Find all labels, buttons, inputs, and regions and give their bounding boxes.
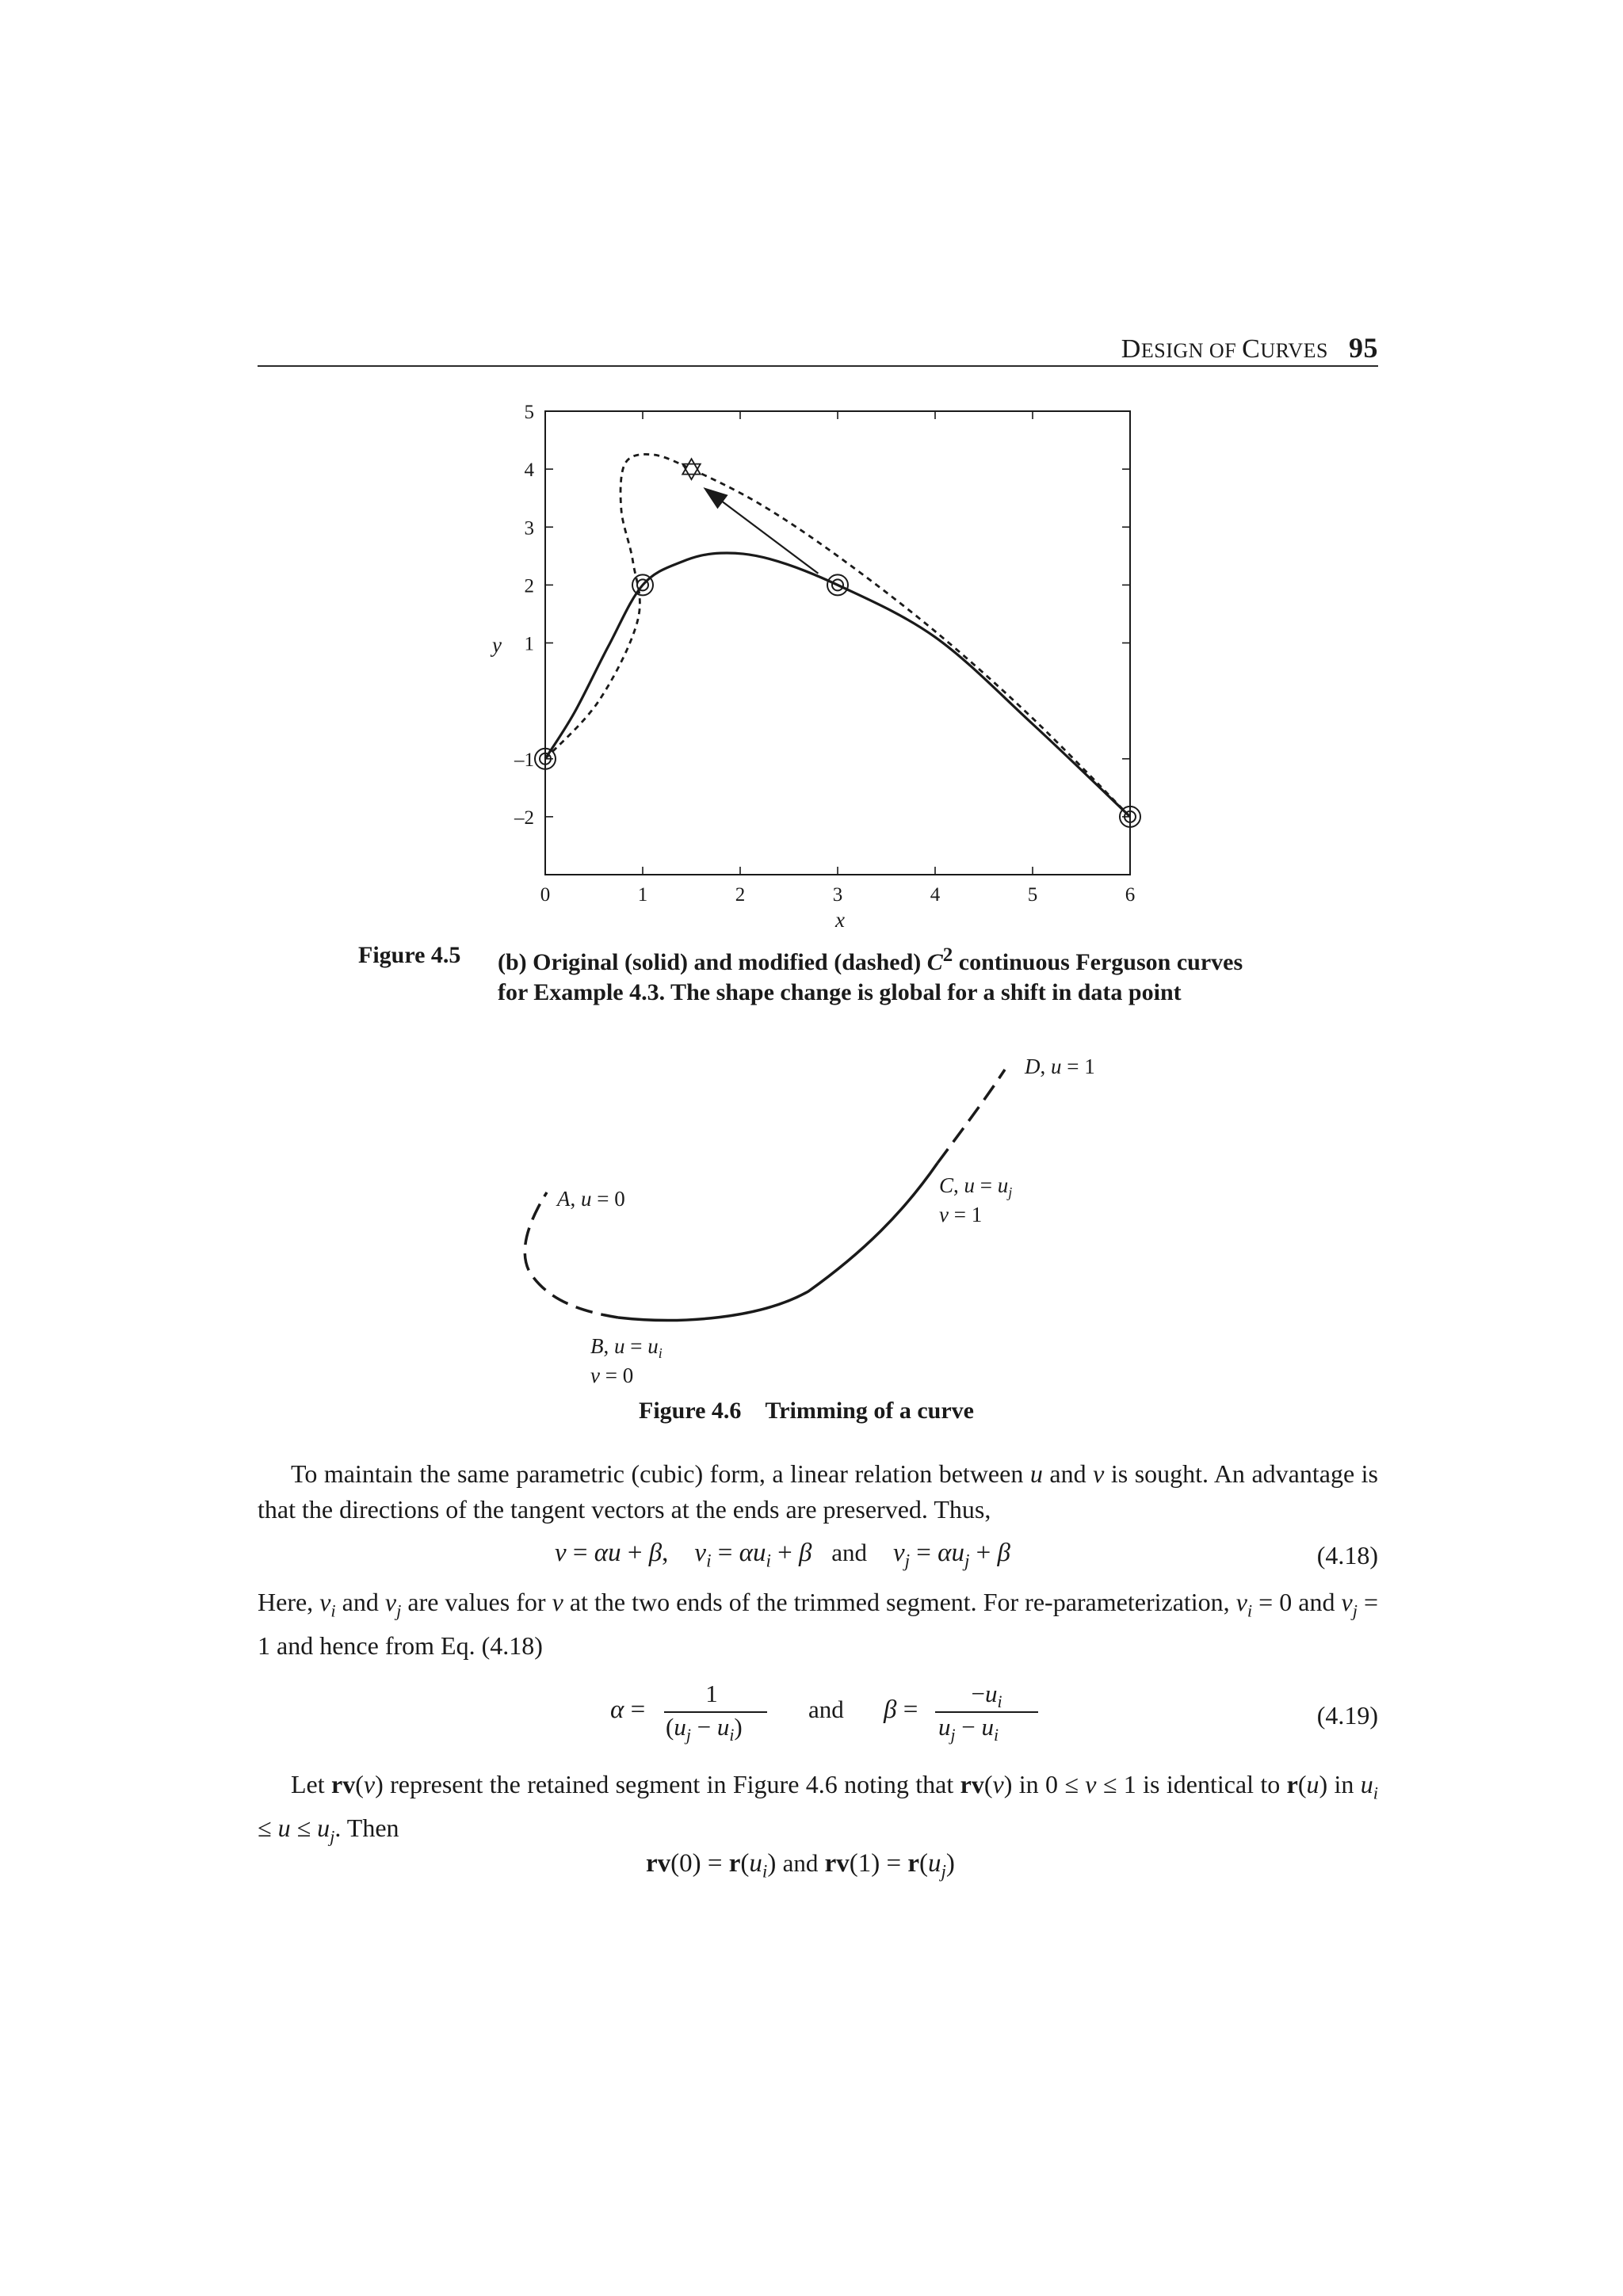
paragraph-1: To maintain the same parametric (cubic) form, a linear relation between u and v is sought. An advantage is that the directions of the tangent vectors at the ends are preserved. Thus, xyxy=(258,1459,1379,1524)
equation-4-19-number: (4.19) xyxy=(1316,1701,1378,1730)
y-tick-label: –2 xyxy=(514,807,534,829)
x-axis-label: x xyxy=(835,908,845,932)
trimmed-dashed-segment-lower xyxy=(525,1192,618,1318)
y-tick-label: 4 xyxy=(524,460,534,482)
equation-4-18: v = αu + β, $v_i = \alpha u_i + \beta$ and $v_j = \alpha u_j + \beta$ xyxy=(555,1539,1010,1571)
figure-4-6-caption: Figure 4.6 Trimming of a curve xyxy=(639,1398,974,1424)
label-c-v: v = 1 xyxy=(939,1203,983,1226)
retained-solid-segment xyxy=(618,1163,938,1320)
x-tick-label: 1 xyxy=(637,884,648,906)
y-tick-label: 3 xyxy=(524,517,534,540)
x-tick-label: 0 xyxy=(540,884,551,906)
final-equation: $rv(0) = r(u_i)$ and $rv(1) = r(u_j)$ xyxy=(646,1849,955,1882)
page-number: 95 xyxy=(1349,332,1378,364)
label-b-v: v = 0 xyxy=(590,1363,634,1387)
y-axis-label: y xyxy=(492,633,502,657)
label-d: D, u = 1 xyxy=(1025,1055,1095,1078)
equation-4-19: α = 1 $(u_j - u_i)$ and β = $-u_i$ $u_j - u_i$ xyxy=(610,1680,1054,1743)
x-tick-label: 2 xyxy=(735,884,746,906)
x-tick-label: 3 xyxy=(832,884,843,906)
paragraph-3: Let rv(v) represent the retained segment in Figure 4.6 noting that rv(v) in 0 ≤ v ≤ 1 is identical to r(u) in $u_i \le u \le u_j$. Then xyxy=(258,1770,1379,1847)
y-tick-label: –1 xyxy=(514,749,534,771)
label-a: A, u = 0 xyxy=(557,1187,625,1211)
trimmed-dashed-segment-upper xyxy=(938,1070,1005,1163)
y-tick-label: 2 xyxy=(524,575,534,597)
label-c: C, $u = u_j$ xyxy=(939,1173,1013,1200)
x-tick-label: 6 xyxy=(1125,884,1136,906)
y-tick-label: 1 xyxy=(524,633,534,655)
y-tick-label: 5 xyxy=(524,402,534,423)
figure-4-5-label: Figure 4.5 xyxy=(358,942,461,968)
x-tick-label: 5 xyxy=(1027,884,1038,906)
paragraph-2: Here, $v_i$ and $v_j$ are values for v at the two ends of the trimmed segment. For re-parameterization, $v_i = 0$ and $v_j = 1$ and hence from Eq. (4.18) xyxy=(258,1588,1379,1661)
equation-4-18-number: (4.18) xyxy=(1316,1541,1378,1569)
x-tick-label: 4 xyxy=(930,884,941,906)
label-b: B, $u = u_i$ xyxy=(590,1334,663,1361)
figure-4-5-caption-text: (b) Original (solid) and modified (dashed) $C^2$ continuous Ferguson curves for Example 4.3. The shape change is global for a shift in data point xyxy=(498,944,1243,1005)
running-head: DESIGN OF CURVES 95 xyxy=(1121,332,1378,364)
